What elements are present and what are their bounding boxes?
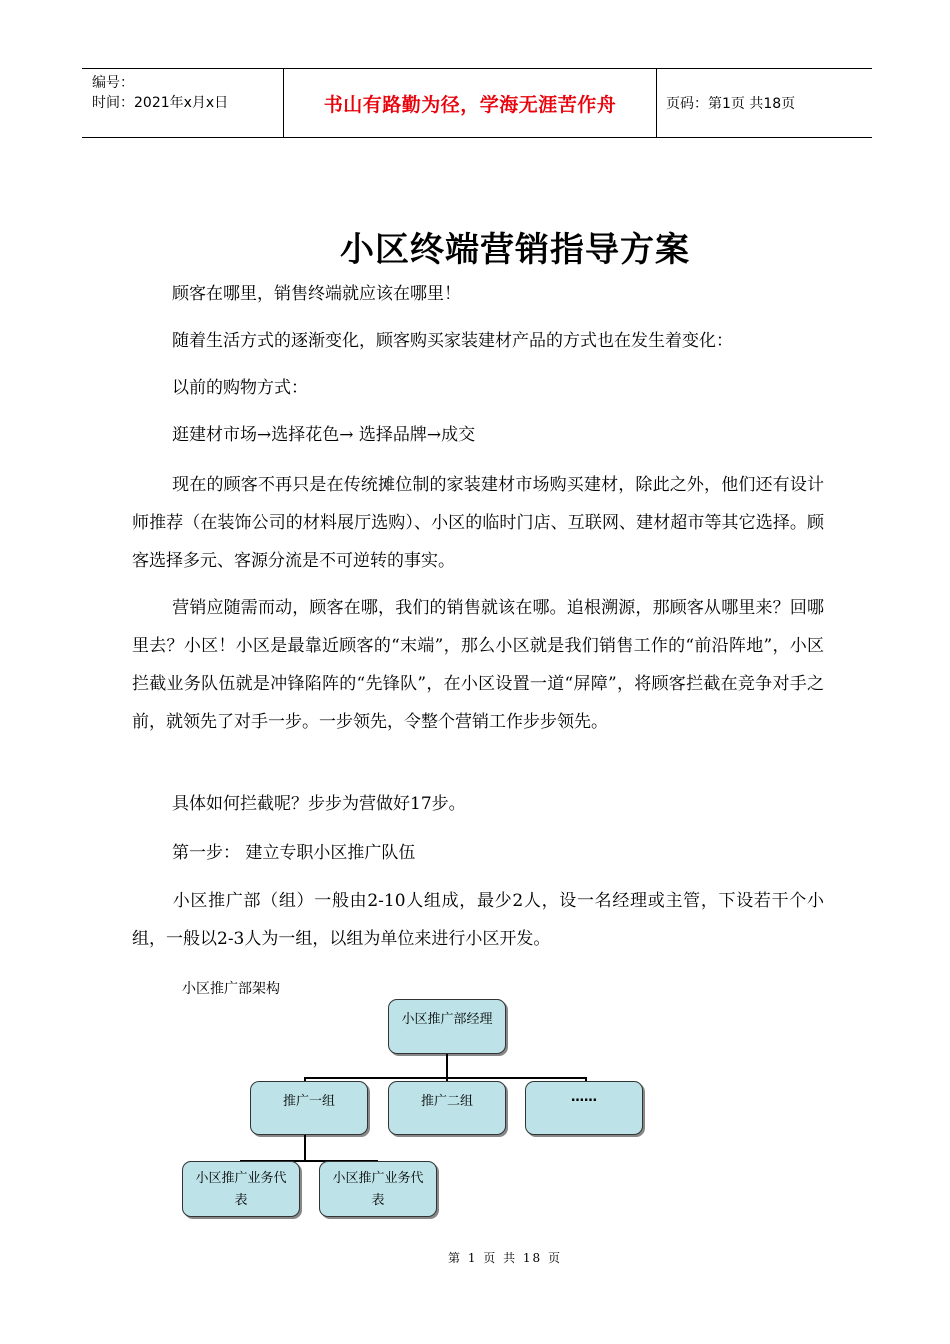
time-label: 时间：2021年x月x日	[92, 95, 229, 111]
paragraph-text: 现在的顾客不再只是在传统摊位制的家装建材市场购买建材，除此之外，他们还有设计师推荐（在装饰公司的材料展厅选购）、小区的临时门店、互联网、建材超市等其它选择。顾客选择多元、客源分流是不可逆转的事实。	[132, 475, 824, 571]
header-motto: 书山有路勤为径，学海无涯苦作舟	[323, 93, 617, 116]
paragraph	[132, 834, 824, 872]
org-node-member: 小区推广业务代表	[319, 1161, 437, 1217]
paragraph	[132, 785, 824, 823]
org-connector	[304, 1135, 306, 1161]
paragraph-text: 逛建材市场→选择花色→ 选择品牌→成交	[172, 425, 476, 445]
paragraph-text: 第一步： 建立专职小区推广队伍	[172, 843, 416, 863]
page-header	[82, 68, 872, 138]
org-node-group: ……	[525, 1081, 643, 1135]
org-node-member: 小区推广业务代表	[182, 1161, 300, 1217]
paragraph	[132, 466, 824, 580]
paragraph-text: 随着生活方式的逐渐变化，顾客购买家装建材产品的方式也在发生着变化：	[172, 331, 733, 351]
org-chart-caption: 小区推广部架构	[182, 981, 280, 997]
paragraph	[132, 882, 824, 958]
paragraph	[132, 589, 824, 741]
org-connector	[304, 1077, 586, 1079]
paragraph	[132, 416, 824, 454]
header-divider	[656, 69, 657, 137]
page-footer: 第 1 页 共 18 页	[448, 1251, 562, 1265]
org-node-group: 推广二组	[388, 1081, 506, 1135]
org-connector	[446, 1054, 448, 1078]
paragraph	[132, 322, 824, 360]
serial-label: 编号：	[92, 75, 134, 91]
paragraph-text: 以前的购物方式：	[172, 378, 308, 398]
org-node-group: 推广一组	[250, 1081, 368, 1135]
page-title: 小区终端营销指导方案	[340, 230, 690, 270]
org-node-root: 小区推广部经理	[388, 999, 506, 1054]
paragraph-text: 营销应随需而动，顾客在哪，我们的销售就该在哪。追根溯源，那顾客从哪里来？回哪里去？小区！小区是最靠近顾客的“末端”，那么小区就是我们销售工作的“前沿阵地”，小区拦截业务队伍就是冲锋陷阵的“先锋队”，在小区设置一道“屏障”，将顾客拦截在竞争对手之前，就领先了对手一步。一步领先，令整个营销工作步步领先。	[132, 598, 824, 732]
paragraph-text: 具体如何拦截呢？步步为营做好17步。	[172, 794, 466, 814]
paragraph	[132, 369, 824, 407]
header-page-info: 页码：第1页 共18页	[666, 96, 796, 112]
paragraph	[132, 275, 824, 313]
header-meta	[92, 73, 228, 113]
paragraph-text: 小区推广部（组）一般由2-10人组成，最少2人，设一名经理或主管，下设若干个小组，一般以2-3人为一组，以组为单位来进行小区开发。	[132, 891, 824, 949]
paragraph-text: 顾客在哪里，销售终端就应该在哪里！	[172, 284, 461, 304]
